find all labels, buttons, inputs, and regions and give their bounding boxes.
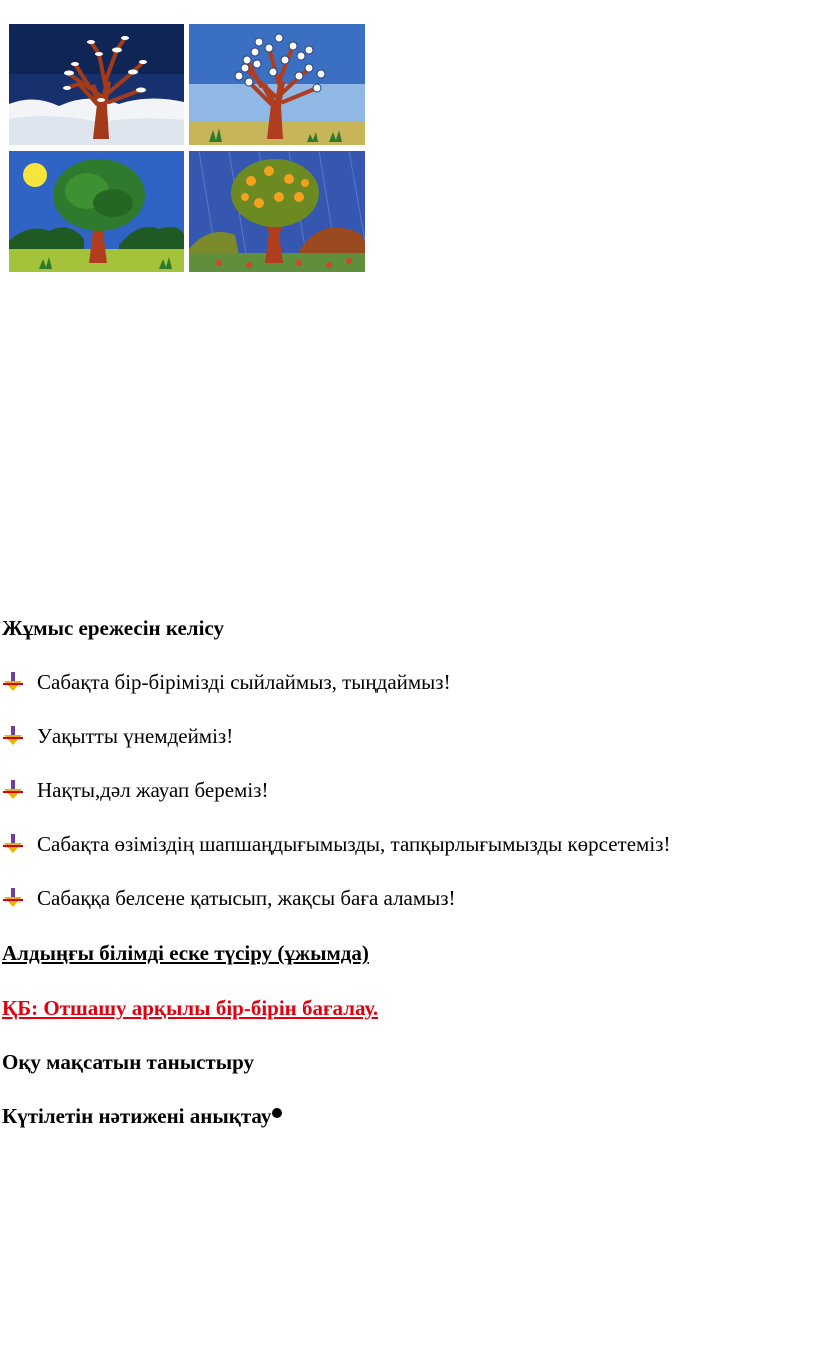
rule-text: Сабаққа белсене қатысып, жақсы баға аламыз! bbox=[37, 886, 456, 910]
bullet-dot-icon bbox=[272, 1108, 282, 1118]
rule-item bbox=[2, 723, 233, 749]
result-heading: Күтілетін нәтижені анықтау bbox=[2, 1104, 272, 1128]
rule-text: Сабақта өзіміздің шапшаңдығымызды, тапқырлығымызды көрсетеміз! bbox=[37, 832, 671, 856]
autumn-panel bbox=[189, 151, 365, 272]
summer-panel bbox=[9, 151, 184, 272]
rule-item bbox=[2, 777, 268, 803]
four-seasons-illustration bbox=[9, 24, 365, 272]
arrow-down-bullet-icon bbox=[2, 780, 24, 800]
rule-item bbox=[2, 885, 456, 911]
rule-text: Уақытты үнемдейміз! bbox=[37, 724, 234, 748]
arrow-down-bullet-icon bbox=[2, 672, 24, 692]
winter-panel bbox=[9, 24, 184, 145]
arrow-down-bullet-icon bbox=[2, 888, 24, 908]
rules-heading: Жұмыс ережесін келісу bbox=[2, 616, 224, 640]
assessment-heading: ҚБ: Отшашу арқылы бір-бірін бағалау. bbox=[2, 996, 379, 1020]
arrow-down-bullet-icon bbox=[2, 726, 24, 746]
review-heading: Алдыңғы білімді еске түсіру (ұжымда) bbox=[2, 941, 369, 965]
rule-text: Нақты,дәл жауап береміз! bbox=[37, 778, 269, 802]
rule-item bbox=[2, 831, 670, 857]
rule-text: Сабақта бір-бірімізді сыйлаймыз, тыңдаймыз! bbox=[37, 670, 451, 694]
spring-panel bbox=[189, 24, 365, 145]
result-heading-row bbox=[2, 1103, 282, 1129]
goal-heading: Оқу мақсатын таныстыру bbox=[2, 1050, 255, 1074]
arrow-down-bullet-icon bbox=[2, 834, 24, 854]
rule-item bbox=[2, 669, 451, 695]
